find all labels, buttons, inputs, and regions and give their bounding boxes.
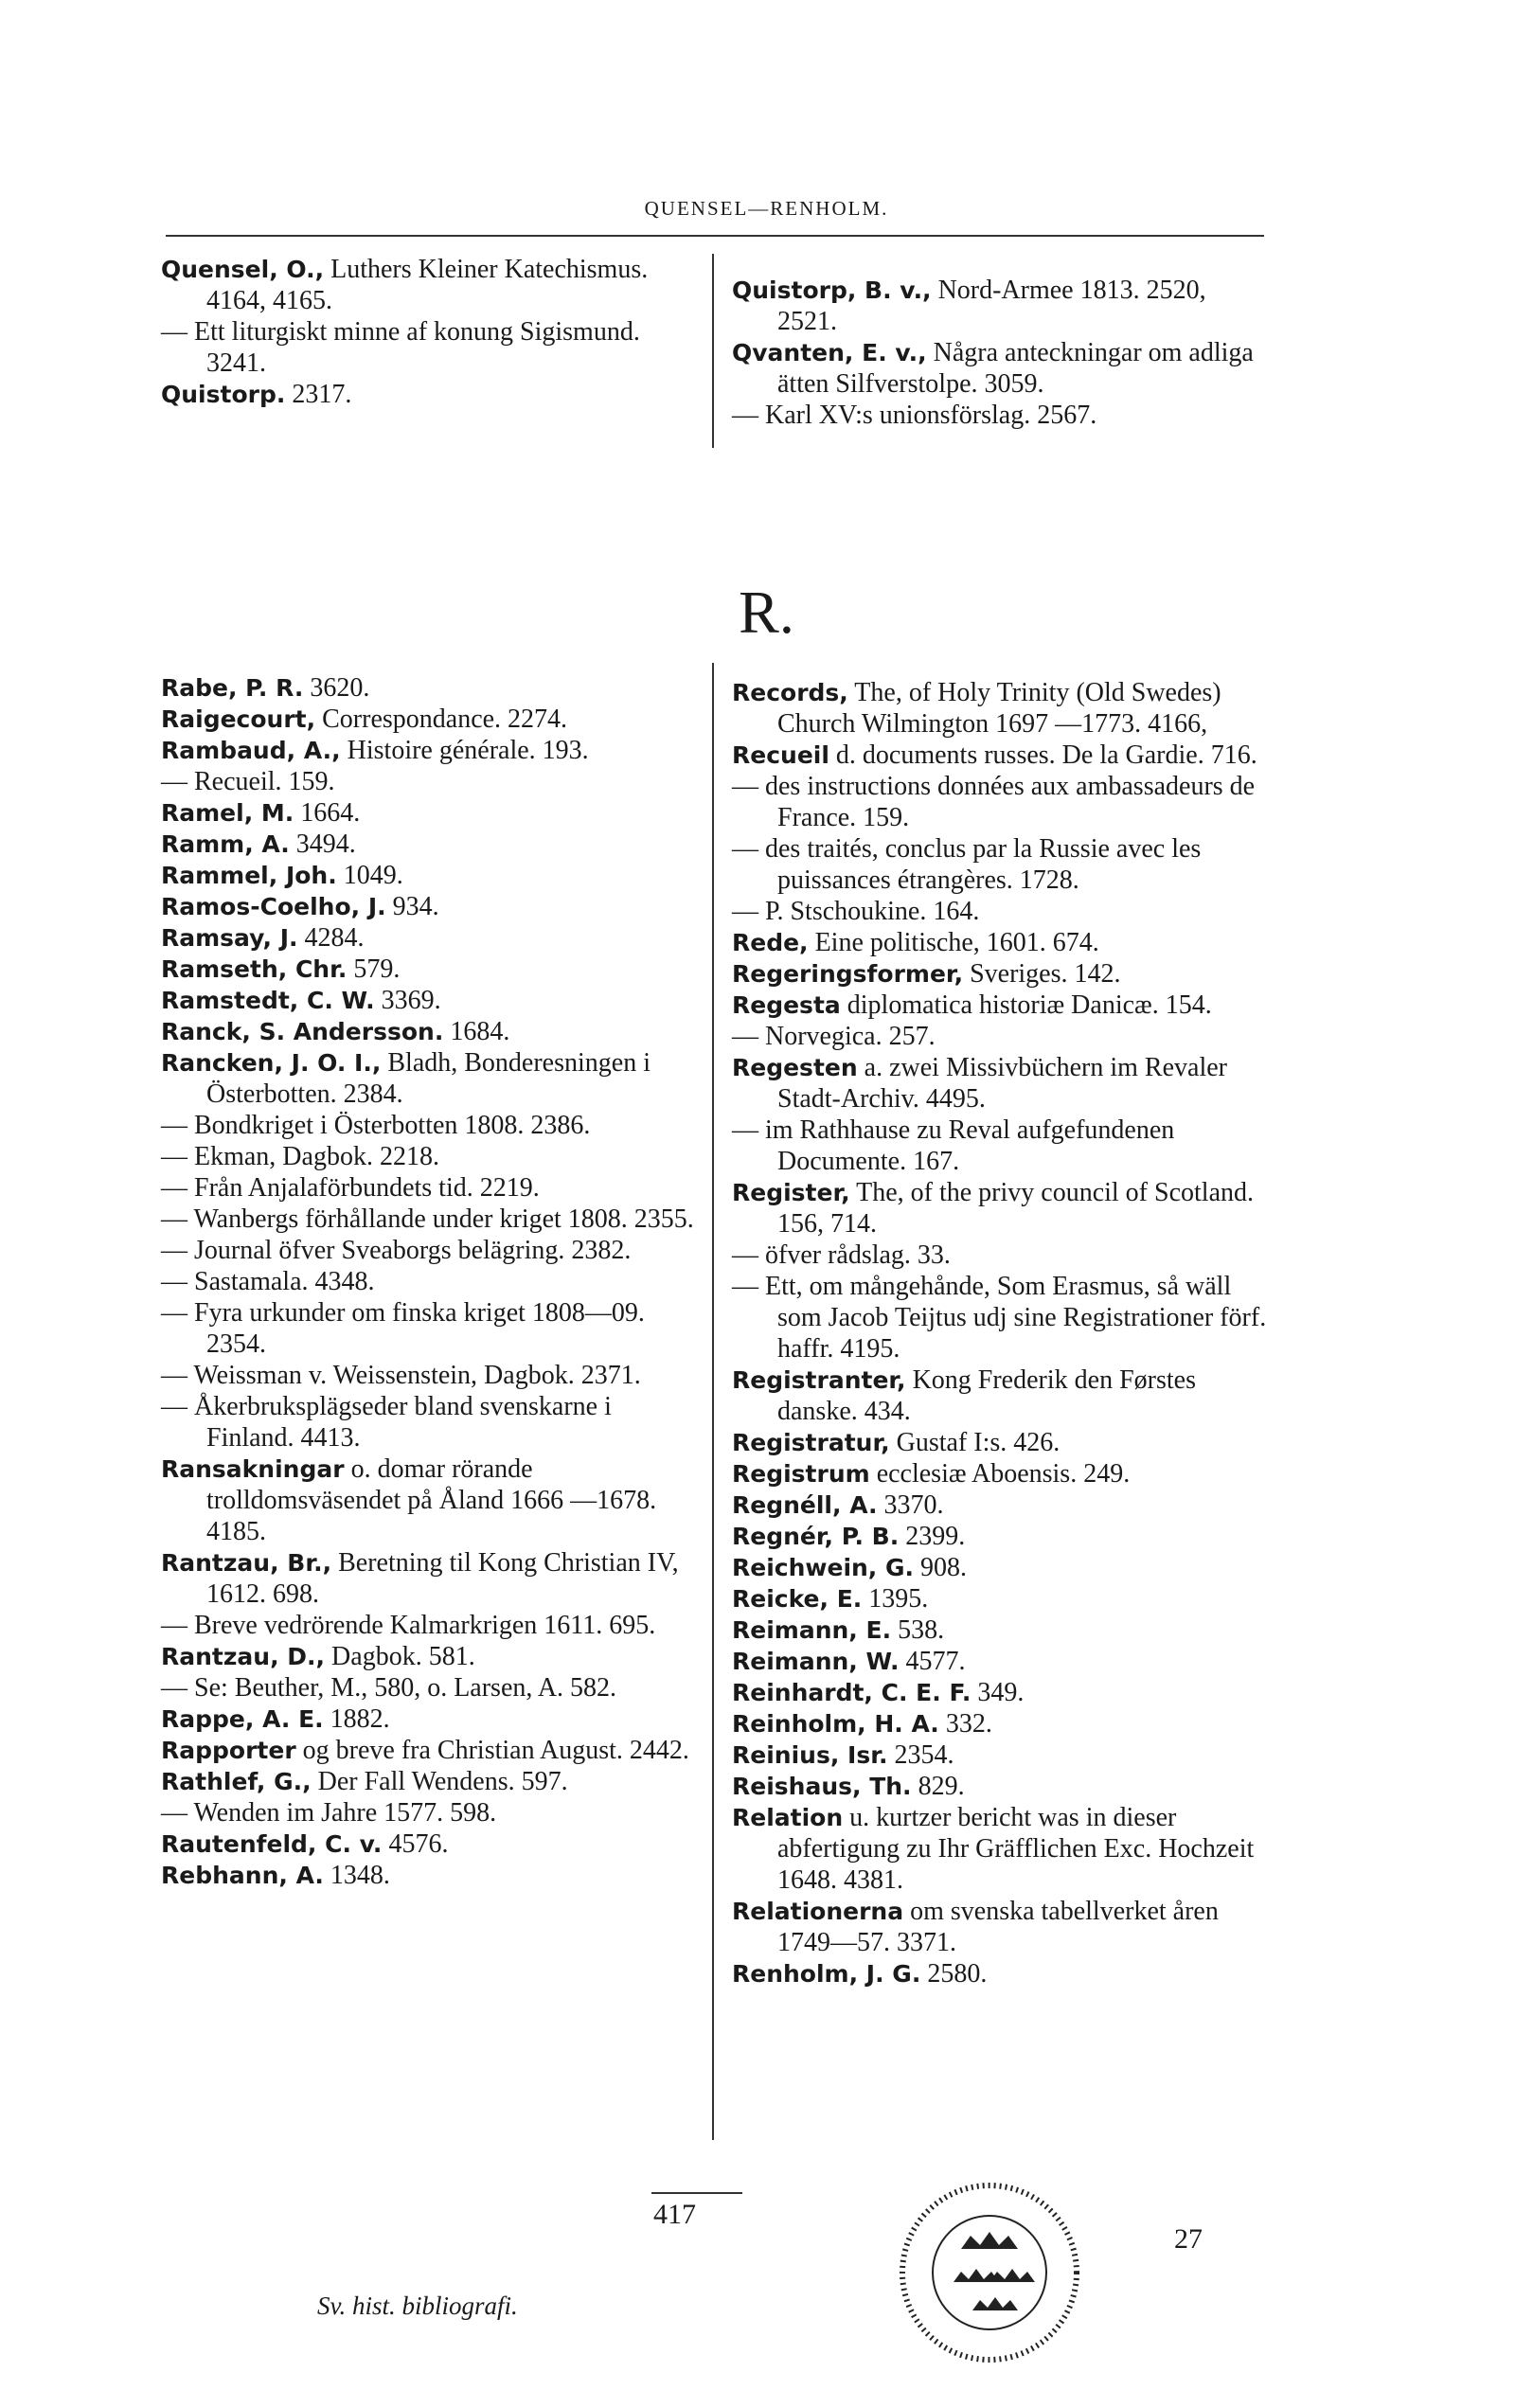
page-number: 417: [653, 2199, 696, 2230]
entry-text: — des instructions données aux ambassadeurs de France. 159.: [732, 772, 1256, 832]
entry-text: ecclesiæ Aboensis. 249.: [869, 1459, 1131, 1489]
entry-text: 1049.: [336, 861, 403, 890]
entry-heading: Reimann, W.: [732, 1648, 900, 1675]
running-head: QUENSEL—RENHOLM.: [644, 197, 889, 220]
entry-heading: Renholm, J. G.: [732, 1960, 921, 1988]
entry-heading: Ramel, M.: [161, 799, 294, 827]
index-entry: [161, 1547, 705, 1610]
entry-heading: Ramseth, Chr.: [161, 955, 348, 983]
entry-text: — Recueil. 159.: [161, 767, 335, 796]
left-column: [161, 672, 705, 1891]
index-entry: [732, 1677, 1267, 1708]
entry-text: — P. Stschoukine. 164.: [732, 897, 980, 926]
index-entry: [161, 1391, 705, 1454]
entry-heading: Rebhann, A.: [161, 1862, 324, 1889]
entry-text: d. documents russes. De la Gardie. 716.: [829, 740, 1257, 770]
entry-text: 1882.: [323, 1704, 390, 1734]
entry-text: Histoire générale. 193.: [340, 736, 589, 765]
entry-text: — Journal öfver Sveaborgs belägring. 2382.: [161, 1236, 632, 1265]
entry-heading: Rantzau, D.,: [161, 1643, 326, 1670]
entry-heading: Ramstedt, C. W.: [161, 987, 375, 1014]
entry-text: Sveriges. 142.: [963, 959, 1121, 989]
entry-heading: Ramsay, J.: [161, 924, 298, 952]
index-entry: [161, 766, 705, 797]
entry-text: The, of Holy Trinity (Old Swedes) Church Wilmington 1697 —1773. 4166,: [777, 678, 1221, 739]
entry-text: — Fyra urkunder om finska kriget 1808—09. 2354.: [161, 1298, 645, 1359]
index-entry: [732, 1552, 1267, 1583]
entry-heading: Reicke, E.: [732, 1585, 863, 1613]
index-entry: [732, 1646, 1267, 1677]
entry-heading: Ramm, A.: [161, 830, 290, 858]
index-entry: [732, 1021, 1267, 1052]
index-entry: [732, 1708, 1267, 1739]
index-entry: [732, 1115, 1267, 1177]
entry-heading: Relation: [732, 1804, 844, 1831]
index-entry: [161, 1297, 705, 1360]
entry-text: 908.: [914, 1553, 968, 1582]
index-entry: [161, 797, 705, 829]
entry-heading: Ransakningar: [161, 1455, 345, 1483]
index-entry: [161, 1110, 705, 1141]
index-entry: [732, 1739, 1267, 1771]
index-entry: [732, 1489, 1267, 1521]
index-entry: [161, 1360, 705, 1391]
entry-heading: Regnéll, A.: [732, 1491, 878, 1519]
library-stamp-icon: [895, 2178, 1084, 2367]
index-entry: [161, 891, 705, 922]
entry-text: 2580.: [920, 1959, 988, 1989]
index-entry: [161, 860, 705, 891]
index-entry: [732, 1052, 1267, 1115]
footer-series-title: Sv. hist. bibliografi.: [317, 2292, 518, 2320]
index-entry: [732, 927, 1267, 958]
entry-text: 2399.: [899, 1522, 966, 1551]
entry-text: — Ett liturgiskt minne af konung Sigismund. 3241.: [161, 317, 640, 378]
entry-text: 1348.: [323, 1861, 390, 1890]
index-entry: [732, 740, 1267, 771]
entry-text: o. domar rörande trolldomsväsendet på Åland 1666 —1678. 4185.: [206, 1454, 657, 1546]
entry-text: — Weissman v. Weissenstein, Dagbok. 2371.: [161, 1361, 641, 1390]
index-entry: [161, 1672, 705, 1703]
right-column: [732, 677, 1267, 1989]
entry-text: 579.: [347, 954, 401, 984]
entry-heading: Regeringsformer,: [732, 960, 964, 988]
index-entry: [732, 958, 1267, 990]
index-entry: [161, 1828, 705, 1860]
entry-text: 3620.: [303, 673, 370, 703]
entry-text: 2354.: [887, 1740, 954, 1770]
index-entry: [732, 1271, 1267, 1365]
entry-text: — Wanbergs förhållande under kriget 1808. 2355.: [161, 1204, 694, 1234]
entry-text: Dagbok. 581.: [325, 1642, 475, 1671]
section-letter: R.: [739, 579, 794, 646]
entry-text: — Ekman, Dagbok. 2218.: [161, 1142, 439, 1171]
entry-heading: Reishaus, Th.: [732, 1773, 912, 1800]
entry-text: — Ett, om mångehånde, Som Erasmus, så wäll som Jacob Teijtus udj sine Registrationer förf. haffr. 4195.: [732, 1272, 1267, 1364]
entry-heading: Reinius, Isr.: [732, 1741, 888, 1769]
index-entry: [732, 833, 1267, 896]
sheet-number: 27: [1174, 2223, 1203, 2255]
entry-heading: Relationerna: [732, 1898, 904, 1925]
entry-text: Några anteckningar om adliga ätten Silfverstolpe. 3059.: [777, 338, 1254, 399]
entry-heading: Regesta: [732, 991, 841, 1019]
entry-text: — Wenden im Jahre 1577. 598.: [161, 1798, 497, 1828]
entry-text: Luthers Kleiner Katechismus. 4164, 4165.: [206, 255, 649, 315]
entry-text: — Bondkriget i Österbotten 1808. 2386.: [161, 1111, 591, 1140]
entry-text: og breve fra Christian August. 2442.: [295, 1736, 689, 1765]
entry-heading: Rappe, A. E.: [161, 1705, 324, 1733]
index-entry: [161, 1860, 705, 1891]
index-entry: [732, 1177, 1267, 1240]
index-entry: [732, 771, 1267, 833]
index-entry: [732, 1771, 1267, 1802]
entry-heading: Regnér, P. B.: [732, 1523, 900, 1550]
index-entry: [161, 1454, 705, 1547]
index-entry: [161, 1204, 705, 1235]
entry-text: Kong Frederik den Førstes danske. 434.: [777, 1365, 1196, 1426]
column-divider-top: [712, 254, 714, 448]
index-entry: [161, 316, 691, 379]
entry-heading: Rantzau, Br.,: [161, 1549, 332, 1577]
entry-heading: Rapporter: [161, 1737, 296, 1764]
index-entry: [161, 735, 705, 766]
entry-heading: Recueil: [732, 741, 829, 769]
entry-text: Bladh, Bonderesningen i Österbotten. 2384.: [206, 1048, 651, 1109]
entry-text: 332.: [938, 1709, 992, 1739]
entry-text: — Se: Beuther, M., 580, o. Larsen, A. 582.: [161, 1673, 617, 1703]
entry-text: u. kurtzer bericht was in dieser abfertigung zu Ihr Gräfflichen Exc. Hochzeit 1648. 4381.: [777, 1803, 1255, 1895]
entry-text: — des traités, conclus par la Russie avec les puissances étrangères. 1728.: [732, 834, 1202, 895]
entry-heading: Regesten: [732, 1054, 858, 1081]
index-entry: [732, 1240, 1267, 1271]
index-entry: [732, 990, 1267, 1021]
index-entry: [732, 1365, 1267, 1427]
entry-heading: Reimann, E.: [732, 1616, 892, 1644]
entry-heading: Quistorp.: [161, 381, 286, 408]
index-entry: [732, 1958, 1267, 1989]
entry-heading: Rautenfeld, C. v.: [161, 1830, 383, 1858]
entry-heading: Reinholm, H. A.: [732, 1710, 939, 1738]
column-divider-main: [712, 663, 714, 2140]
entry-text: 934.: [385, 892, 439, 921]
page-number-rule: [651, 2192, 742, 2194]
entry-heading: Reichwein, G.: [732, 1554, 915, 1581]
index-entry: [161, 1266, 705, 1297]
entry-heading: Register,: [732, 1179, 850, 1206]
index-entry: [161, 1766, 705, 1797]
entry-heading: Reinhardt, C. E. F.: [732, 1679, 971, 1706]
index-entry: [161, 1735, 705, 1766]
entry-text: om svenska tabellverket åren 1749—57. 3371.: [777, 1897, 1219, 1957]
index-entry: [161, 704, 705, 735]
entry-text: 4284.: [297, 923, 365, 953]
index-entry: [161, 1610, 705, 1641]
index-entry: [732, 1458, 1267, 1489]
entry-text: 2317.: [285, 380, 352, 409]
entry-text: — Breve vedrörende Kalmarkrigen 1611. 695.: [161, 1611, 656, 1640]
entry-text: 1395.: [862, 1584, 929, 1614]
index-entry: [732, 896, 1267, 927]
index-entry: [732, 1614, 1267, 1646]
entry-text: — Norvegica. 257.: [732, 1022, 936, 1051]
entry-text: Beretning til Kong Christian IV, 1612. 698.: [206, 1548, 679, 1609]
entry-text: 538.: [891, 1615, 945, 1645]
entry-text: Nord-Armee 1813. 2520, 2521.: [777, 276, 1206, 336]
entry-heading: Records,: [732, 679, 848, 706]
entry-heading: Ramos-Coelho, J.: [161, 893, 386, 920]
entry-text: 1684.: [443, 1017, 510, 1046]
index-entry: [732, 400, 1262, 431]
entry-text: — Från Anjalaförbundets tid. 2219.: [161, 1173, 540, 1203]
entry-text: The, of the privy council of Scotland. 156, 714.: [777, 1178, 1254, 1239]
entry-text: 4577.: [899, 1647, 966, 1676]
index-entry: [161, 1703, 705, 1735]
entry-heading: Rathlef, G.,: [161, 1768, 312, 1795]
index-entry: [161, 672, 705, 704]
index-entry: [161, 1235, 705, 1266]
index-entry: [161, 1047, 705, 1110]
entry-text: — Sastamala. 4348.: [161, 1267, 375, 1296]
index-entry: [161, 829, 705, 860]
index-entry: [161, 922, 705, 954]
entry-text: Gustaf I:s. 426.: [889, 1428, 1061, 1457]
entry-text: 3494.: [289, 829, 356, 859]
index-entry: [161, 1016, 705, 1047]
entry-text: 3369.: [374, 986, 441, 1015]
entry-text: Correspondance. 2274.: [315, 705, 568, 734]
entry-text: — Karl XV:s unionsförslag. 2567.: [732, 401, 1097, 430]
entry-heading: Ranck, S. Andersson.: [161, 1018, 444, 1045]
entry-text: Eine politische, 1601. 674.: [808, 928, 1099, 957]
index-entry: [161, 1172, 705, 1204]
entry-heading: Quensel, O.,: [161, 256, 325, 283]
index-entry: [161, 1141, 705, 1172]
entry-heading: Rede,: [732, 929, 809, 956]
entry-text: 829.: [911, 1772, 965, 1801]
entry-heading: Registranter,: [732, 1366, 906, 1394]
entry-heading: Registrum: [732, 1460, 870, 1488]
top-right-column: [732, 275, 1262, 431]
index-entry: [161, 954, 705, 985]
index-entry: [732, 1427, 1267, 1458]
entry-text: 4576.: [382, 1829, 449, 1859]
entry-heading: Rambaud, A.,: [161, 737, 341, 764]
top-left-column: [161, 254, 691, 410]
index-entry: [732, 1802, 1267, 1896]
index-entry: [732, 677, 1267, 740]
entry-heading: Raigecourt,: [161, 705, 316, 733]
entry-heading: Rancken, J. O. I.,: [161, 1049, 382, 1077]
entry-heading: Registratur,: [732, 1429, 890, 1456]
entry-text: 1664.: [294, 798, 361, 828]
index-entry: [161, 1641, 705, 1672]
index-entry: [732, 1521, 1267, 1552]
entry-heading: Rabe, P. R.: [161, 674, 304, 702]
header-rule: [166, 235, 1264, 237]
index-entry: [161, 1797, 705, 1828]
entry-text: — im Rathhause zu Reval aufgefundenen Documente. 167.: [732, 1115, 1175, 1176]
index-entry: [732, 1896, 1267, 1958]
entry-heading: Quistorp, B. v.,: [732, 276, 932, 304]
entry-text: — öfver rådslag. 33.: [732, 1240, 951, 1270]
entry-text: 349.: [971, 1678, 1025, 1707]
entry-text: — Åkerbruksplägseder bland svenskarne i Finland. 4413.: [161, 1392, 612, 1453]
entry-text: a. zwei Missivbüchern im Revaler Stadt-Archiv. 4495.: [777, 1053, 1227, 1114]
entry-heading: Qvanten, E. v.,: [732, 339, 927, 366]
index-entry: [732, 1583, 1267, 1614]
entry-text: Der Fall Wendens. 597.: [311, 1767, 568, 1796]
index-entry: [161, 985, 705, 1016]
entry-text: diplomatica historiæ Danicæ. 154.: [840, 990, 1212, 1020]
entry-heading: Rammel, Joh.: [161, 862, 337, 889]
index-entry: [161, 254, 691, 316]
entry-text: 3370.: [877, 1490, 944, 1520]
index-entry: [732, 275, 1262, 337]
index-entry: [161, 379, 691, 410]
index-entry: [732, 337, 1262, 400]
